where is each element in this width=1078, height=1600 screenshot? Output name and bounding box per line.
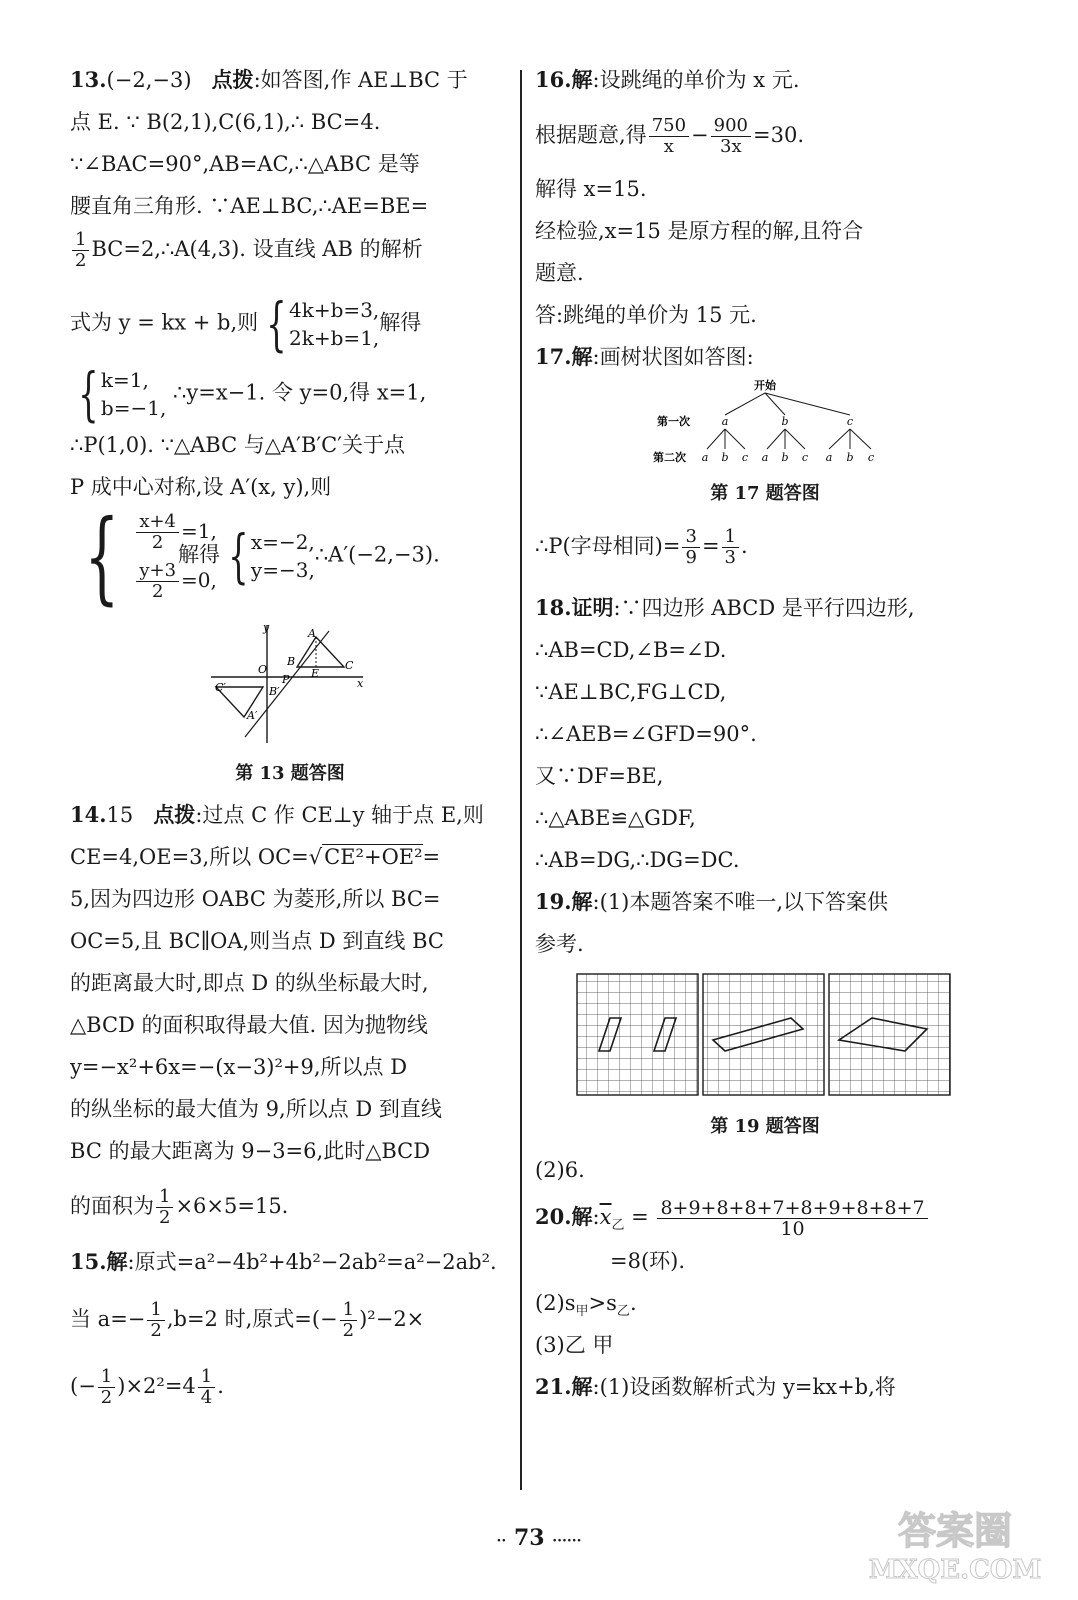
- figure-13-caption: 第 13 题答图: [235, 763, 345, 784]
- svg-text:C′: C′: [215, 681, 226, 694]
- q18-line-2: ∴AB=CD,∠B=∠D.: [535, 638, 727, 662]
- svg-text:x: x: [357, 677, 364, 690]
- svg-text:第二次: 第二次: [653, 451, 686, 464]
- svg-text:a: a: [761, 451, 769, 464]
- q18-line-7: ∴AB=DG,∴DG=DC.: [535, 848, 740, 872]
- question-18: [535, 594, 995, 874]
- q13-line-2: 点 E. ∵ B(2,1),C(6,1),∴ BC=4.: [70, 110, 381, 134]
- q15-line-1: 15.解:原式=a²−4b²+4b²−2ab²=a²−2ab².: [70, 1249, 497, 1274]
- figure-17-caption: 第 17 题答图: [710, 483, 820, 504]
- fraction: $\frac{1}{2}$: [72, 230, 89, 271]
- equation-system: $\frac{x+4}{2}$ =1, $\frac{y+3}{2}$ =0,: [134, 512, 217, 602]
- q17-line-1: 17.解:画树状图如答图:: [535, 344, 754, 369]
- q16-line-3: 解得 x=15.: [535, 177, 647, 201]
- svg-text:E: E: [311, 667, 320, 680]
- svg-text:b: b: [721, 451, 729, 464]
- svg-text:答案圈: 答案圈: [897, 1508, 1013, 1553]
- q16-line-4: 经检验,x=15 是原方程的解,且符合: [535, 219, 864, 243]
- tree-diagram: [645, 375, 885, 475]
- q18-line-1: 18.证明:∵四边形 ABCD 是平行四边形,: [535, 595, 915, 620]
- svg-text:C: C: [345, 659, 354, 672]
- q13-line-1: 13.(−2,−3) 点拨:如答图,作 AE⊥BC 于: [70, 67, 468, 92]
- svg-text:A′: A′: [247, 709, 258, 722]
- left-column: [70, 66, 510, 1408]
- grid-figure: [575, 970, 955, 1100]
- question-20: [535, 1198, 995, 1359]
- q19-line-1: 19.解:(1)本题答案不唯一,以下答案供: [535, 889, 889, 914]
- question-21: [535, 1373, 995, 1401]
- q13-line-10: { $\frac{x+4}{2}$ =1, $\frac{y+3}{2}$ =0, 解得 { x=−2, y=−3, ∴A′(−2,−3).: [84, 498, 440, 615]
- svg-text:a: a: [721, 415, 729, 428]
- q13-line-7: { k=1, b=−1, ∴y=x−1. 令 y=0,得 x=1,: [78, 360, 427, 428]
- question-16: [535, 66, 995, 329]
- svg-text:O: O: [258, 663, 268, 676]
- q21-line-1: 21.解:(1)设函数解析式为 y=kx+b,将: [535, 1374, 896, 1399]
- q13-line-6: 式为 y = kx + b,则 { 4k+b=3, 2k+b=1, 解得: [70, 290, 422, 358]
- svg-text:P: P: [282, 673, 290, 686]
- svg-text:c: c: [867, 451, 875, 464]
- svg-text:MXQE.COM: MXQE.COM: [868, 1555, 1042, 1585]
- question-13: [70, 66, 510, 787]
- svg-text:B′: B′: [269, 685, 280, 698]
- svg-text:b: b: [846, 451, 854, 464]
- q18-line-6: ∴△ABE≌△GDF,: [535, 806, 696, 830]
- q19-line-3: (2)6.: [535, 1158, 585, 1182]
- svg-text:c: c: [741, 451, 749, 464]
- svg-text:开始: 开始: [754, 379, 776, 392]
- column-divider: [520, 70, 522, 1490]
- svg-text:y: y: [263, 621, 270, 634]
- figure-19: [535, 970, 995, 1104]
- q16-line-5: 题意.: [535, 261, 584, 285]
- equation-system: 4k+b=3, 2k+b=1,: [289, 298, 380, 350]
- q14-line-2: CE=4,OE=3,所以 OC=√CE²+OE²=: [70, 845, 441, 869]
- q14-line-8: 的纵坐标的最大值为 9,所以点 D 到直线: [70, 1097, 442, 1121]
- q18-line-3: ∵AE⊥BC,FG⊥CD,: [535, 680, 727, 704]
- question-14: [70, 801, 510, 1228]
- figure-19-caption: 第 19 题答图: [710, 1116, 820, 1137]
- q16-line-6: 答:跳绳的单价为 15 元.: [535, 303, 757, 327]
- svg-text:B: B: [287, 655, 296, 668]
- svg-text:b: b: [781, 451, 789, 464]
- q15-line-3: (− $\frac{1}{2}$ )×2²=4 $\frac{1}{4}$ .: [70, 1366, 224, 1408]
- q16-line-1: 16.解:设跳绳的单价为 x 元.: [535, 67, 800, 92]
- svg-text:a: a: [825, 451, 833, 464]
- q20-line-2: =8(环).: [610, 1249, 686, 1273]
- q17-line-2: ∴P(字母相同)= $\frac{3}{9}$ = $\frac{1}{3}$ .: [535, 526, 748, 568]
- q14-line-3: 5,因为四边形 OABC 为菱形,所以 BC=: [70, 887, 441, 911]
- svg-text:c: c: [801, 451, 809, 464]
- svg-text:a: a: [701, 451, 709, 464]
- q14-line-5: 的距离最大时,即点 D 的纵坐标最大时,: [70, 971, 429, 995]
- equation-system: k=1, b=−1,: [100, 368, 167, 420]
- q16-line-2: 根据题意,得 $\frac{750}{x}$ − $\frac{900}{3x}$ =30.: [535, 115, 805, 157]
- q14-line-1: 14.15 点拨:过点 C 作 CE⊥y 轴于点 E,则: [70, 802, 484, 827]
- q20-line-4: (3)乙 甲: [535, 1333, 614, 1357]
- q13-line-9: P 成中心对称,设 A′(x, y),则: [70, 475, 332, 499]
- q14-line-10: 的面积为 $\frac{1}{2}$ ×6×5=15.: [70, 1186, 289, 1228]
- question-19: [535, 888, 995, 1184]
- q19-line-2: 参考.: [535, 932, 584, 956]
- q13-line-8: ∴P(1,0). ∵△ABC 与△A′B′C′关于点: [70, 433, 405, 457]
- q14-line-9: BC 的最大距离为 9−3=6,此时△BCD: [70, 1139, 431, 1163]
- q20-line-1: 20.解$:\overline{x}_乙$ = $\frac{8+9+8+8+7+8+9+8+8+7}{10}$: [535, 1198, 995, 1239]
- q13-line-4: 腰直角三角形. ∵AE⊥BC,∴AE=BE=: [70, 194, 429, 218]
- watermark-logo: [850, 1498, 1060, 1588]
- q15-line-2: 当 a=− $\frac{1}{2}$ ,b=2 时,原式=(− $\frac{1}{2}$ )²−2×: [70, 1299, 425, 1341]
- right-column: [535, 66, 995, 1401]
- svg-text:c: c: [846, 415, 854, 428]
- page-number: ·· 73 ······: [496, 1525, 582, 1551]
- svg-text:A: A: [308, 627, 316, 640]
- q13-line-3: ∵∠BAC=90°,AB=AC,∴△ABC 是等: [70, 152, 420, 176]
- question-17: [535, 343, 995, 568]
- figure-17: [535, 375, 995, 479]
- q20-line-3: $(2)s_甲>s_乙$.: [535, 1291, 637, 1320]
- svg-text:第一次: 第一次: [657, 415, 690, 428]
- q13-line-5: $\frac{1}{2}$ BC=2,∴A(4,3). 设直线 AB 的解析: [70, 230, 510, 271]
- coordinate-figure: [205, 619, 375, 749]
- figure-13: [70, 619, 510, 753]
- q18-line-5: 又∵DF=BE,: [535, 764, 664, 788]
- svg-text:b: b: [781, 415, 789, 428]
- q14-line-6: △BCD 的面积取得最大值. 因为抛物线: [70, 1013, 428, 1037]
- q18-line-4: ∴∠AEB=∠GFD=90°.: [535, 722, 757, 746]
- q14-line-7: y=−x²+6x=−(x−3)²+9,所以点 D: [70, 1055, 408, 1079]
- q14-line-4: OC=5,且 BC∥OA,则当点 D 到直线 BC: [70, 929, 444, 953]
- question-15: [70, 1248, 510, 1408]
